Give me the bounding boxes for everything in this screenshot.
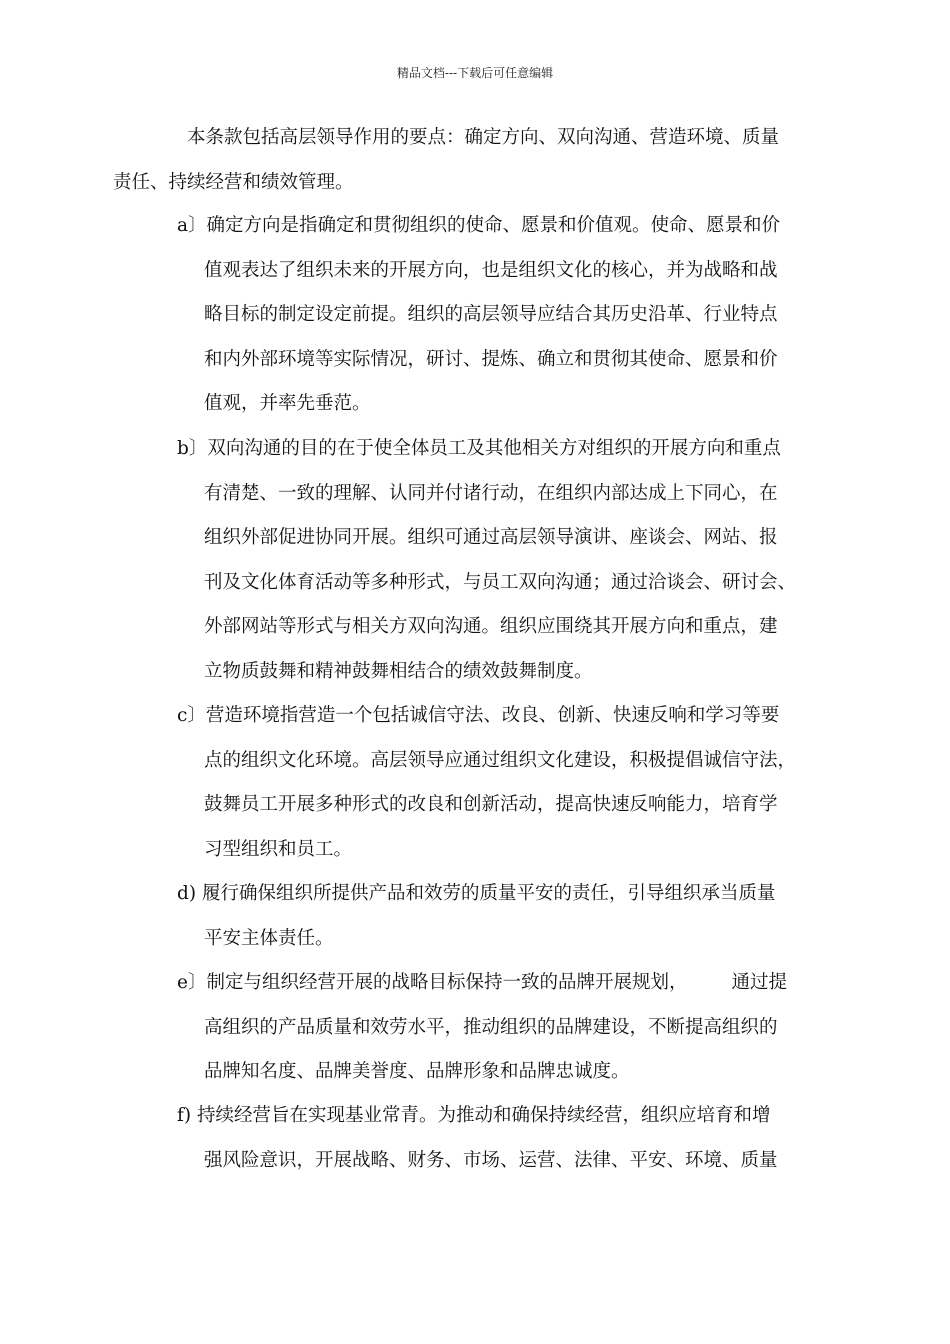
item-line-wrap	[177, 961, 807, 1006]
item-line: f) 持续经营旨在实现基业常青。为推动和确保持续经营，组织应培育和增	[177, 1105, 771, 1126]
item-e	[177, 961, 807, 1095]
item-c	[177, 694, 807, 872]
item-line: c〕营造环境指营造一个包括诚信守法、改良、创新、快速反响和学习等要	[177, 705, 780, 726]
item-line: 强风险意识，开展战略、财务、市场、运营、法律、平安、环境、质量	[204, 1149, 778, 1171]
item-a	[177, 204, 807, 427]
item-line: 值观表达了组织未来的开展方向，也是组织文化的核心，并为战略和战	[204, 259, 778, 281]
item-line: 品牌知名度、品牌美誉度、品牌形象和品牌忠诚度。	[204, 1061, 630, 1082]
item-line: a〕确定方向是指确定和贯彻组织的使命、愿景和价值观。使命、愿景和价	[177, 215, 781, 236]
item-line: 平安主体责任。	[204, 927, 334, 949]
item-line: 和内外部环境等实际情况，研讨、提炼、确立和贯彻其使命、愿景和价	[204, 348, 778, 370]
intro-line: 责任、持续经营和绩效管理。	[113, 171, 354, 193]
item-line: e〕制定与组织经营开展的战略目标保持一致的品牌开展规划，	[177, 972, 688, 993]
item-line: 立物质鼓舞和精神鼓舞相结合的绩效鼓舞制度。	[204, 660, 593, 682]
item-line: 有清楚、一致的理解、认同并付诸行动，在组织内部达成上下同心，在	[204, 482, 778, 504]
item-line-tail: 通过提	[731, 972, 787, 993]
item-f	[177, 1094, 807, 1183]
item-line: 点的组织文化环境。高层领导应通过组织文化建设，积极提倡诚信守法，	[204, 749, 797, 771]
item-line: 外部网站等形式与相关方双向沟通。组织应围绕其开展方向和重点，建	[204, 616, 778, 637]
item-line: 鼓舞员工开展多种形式的改良和创新活动，提高快速反响能力，培育学	[204, 794, 778, 815]
item-line: 组织外部促进协同开展。组织可通过高层领导演讲、座谈会、网站、报	[204, 527, 778, 548]
intro-paragraph	[113, 116, 810, 205]
page-header: 精品文档---下载后可任意编辑	[396, 66, 554, 80]
item-d	[177, 872, 807, 961]
item-line: d) 履行确保组织所提供产品和效劳的质量平安的责任，引导组织承当质量	[177, 883, 776, 904]
item-line: 习型组织和员工。	[204, 838, 353, 860]
item-line: 值观，并率先垂范。	[204, 393, 371, 414]
item-b	[177, 427, 807, 694]
item-line: 高组织的产品质量和效劳水平，推动组织的品牌建设，不断提高组织的	[204, 1016, 778, 1038]
item-line: 略目标的制定设定前提。组织的高层领导应结合其历史沿革、行业特点	[204, 304, 778, 325]
intro-line: 本条款包括高层领导作用的要点：确定方向、双向沟通、营造环境、质量	[187, 127, 780, 148]
item-line: 刊及文化体育活动等多种形式，与员工双向沟通；通过洽谈会、研讨会、	[204, 571, 797, 593]
item-line: b〕双向沟通的目的在于使全体员工及其他相关方对组织的开展方向和重点	[177, 438, 781, 459]
